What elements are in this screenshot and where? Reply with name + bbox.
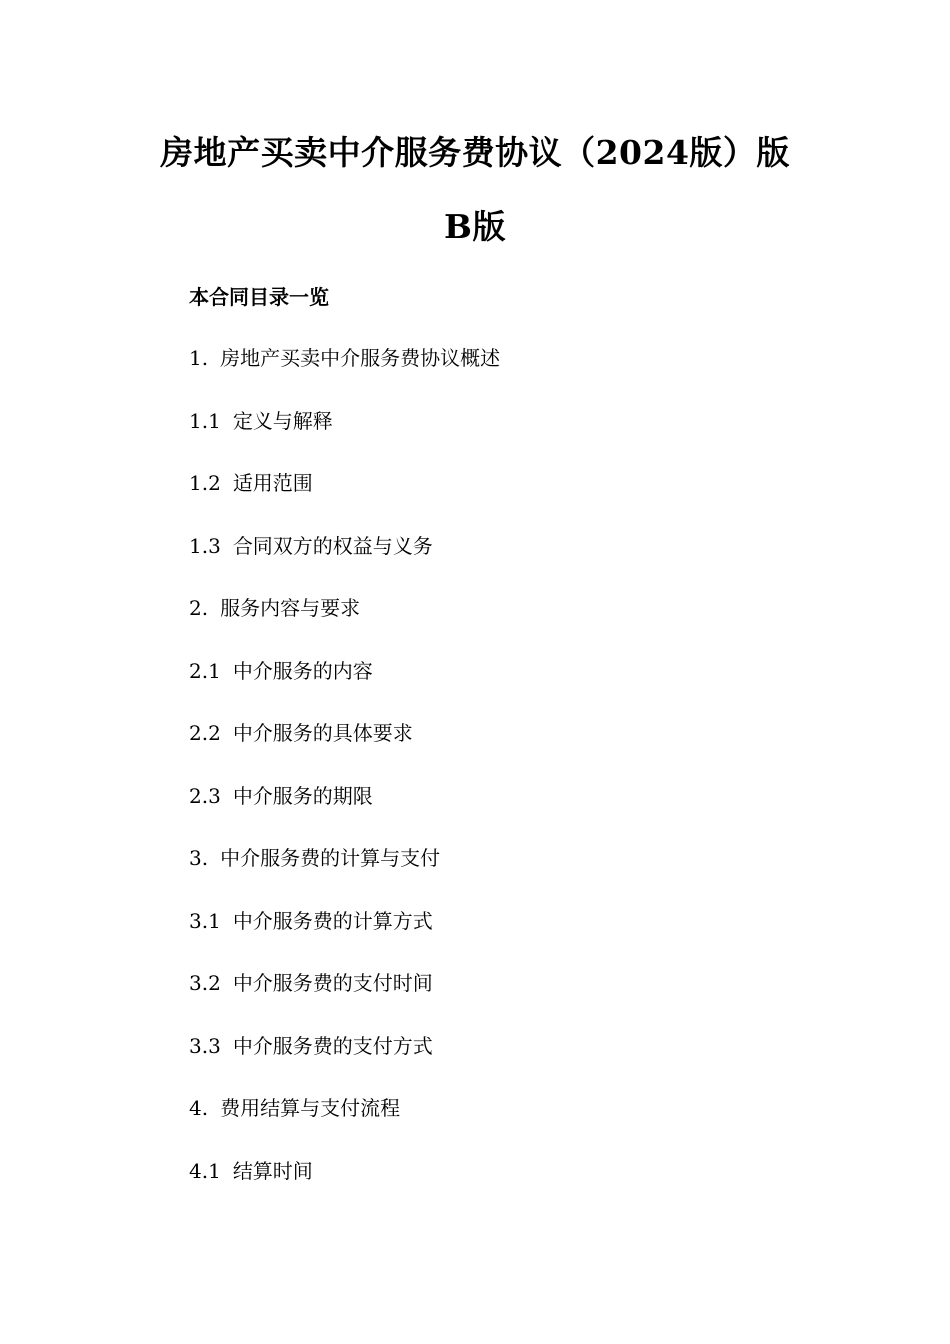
- toc-item: [189, 533, 500, 596]
- toc-item-number: 3.2: [189, 971, 221, 995]
- toc-item-number: 1.: [189, 346, 209, 370]
- toc-item: [189, 1033, 500, 1096]
- document-title-line-2: B版: [444, 207, 506, 246]
- toc-item: [189, 1095, 500, 1158]
- toc-heading: 本合同目录一览: [189, 285, 329, 309]
- toc-item-text: 中介服务费的计算方式: [232, 908, 433, 933]
- toc-item: [189, 1158, 500, 1221]
- toc-item: [189, 595, 500, 658]
- toc-item-text: 中介服务的期限: [232, 783, 373, 808]
- toc-item-number: 2.1: [189, 658, 221, 683]
- toc-item-text: 费用结算与支付流程: [220, 1096, 401, 1120]
- toc-item-number: 1.1: [189, 408, 221, 433]
- toc-item-text: 中介服务的具体要求: [232, 721, 413, 745]
- toc-item-text: 结算时间: [232, 1158, 313, 1183]
- toc-item: [189, 970, 500, 1033]
- toc-item: [189, 470, 500, 533]
- toc-item-text: 房地产买卖中介服务费协议概述: [220, 346, 501, 370]
- toc-item-text: 中介服务的内容: [232, 658, 373, 683]
- table-of-contents: [189, 345, 500, 1220]
- toc-item: [189, 845, 500, 908]
- toc-item-text: 中介服务费的计算与支付: [220, 846, 441, 870]
- toc-item: [189, 908, 500, 971]
- toc-item-number: 4.1: [189, 1158, 221, 1183]
- toc-item-text: 中介服务费的支付时间: [232, 971, 433, 995]
- toc-item-number: 2.3: [189, 783, 221, 808]
- toc-item: [189, 345, 500, 408]
- toc-item: [189, 720, 500, 783]
- toc-item-number: 4.: [189, 1096, 209, 1120]
- toc-item-text: 适用范围: [232, 471, 313, 495]
- toc-item: [189, 408, 500, 471]
- toc-item-number: 1.3: [189, 533, 221, 558]
- toc-item-text: 中介服务费的支付方式: [232, 1033, 433, 1058]
- toc-item-text: 定义与解释: [232, 408, 333, 433]
- toc-item-number: 3.1: [189, 908, 221, 933]
- toc-item: [189, 783, 500, 846]
- toc-item-number: 2.: [189, 596, 209, 620]
- toc-item: [189, 658, 500, 721]
- toc-item-number: 1.2: [189, 471, 221, 495]
- toc-item-number: 3.3: [189, 1033, 221, 1058]
- toc-item-text: 合同双方的权益与义务: [232, 533, 433, 558]
- toc-item-text: 服务内容与要求: [220, 596, 361, 620]
- toc-item-number: 3.: [189, 846, 209, 870]
- document-title-line-1: 房地产买卖中介服务费协议（2024版）版: [160, 133, 790, 172]
- toc-item-number: 2.2: [189, 721, 221, 745]
